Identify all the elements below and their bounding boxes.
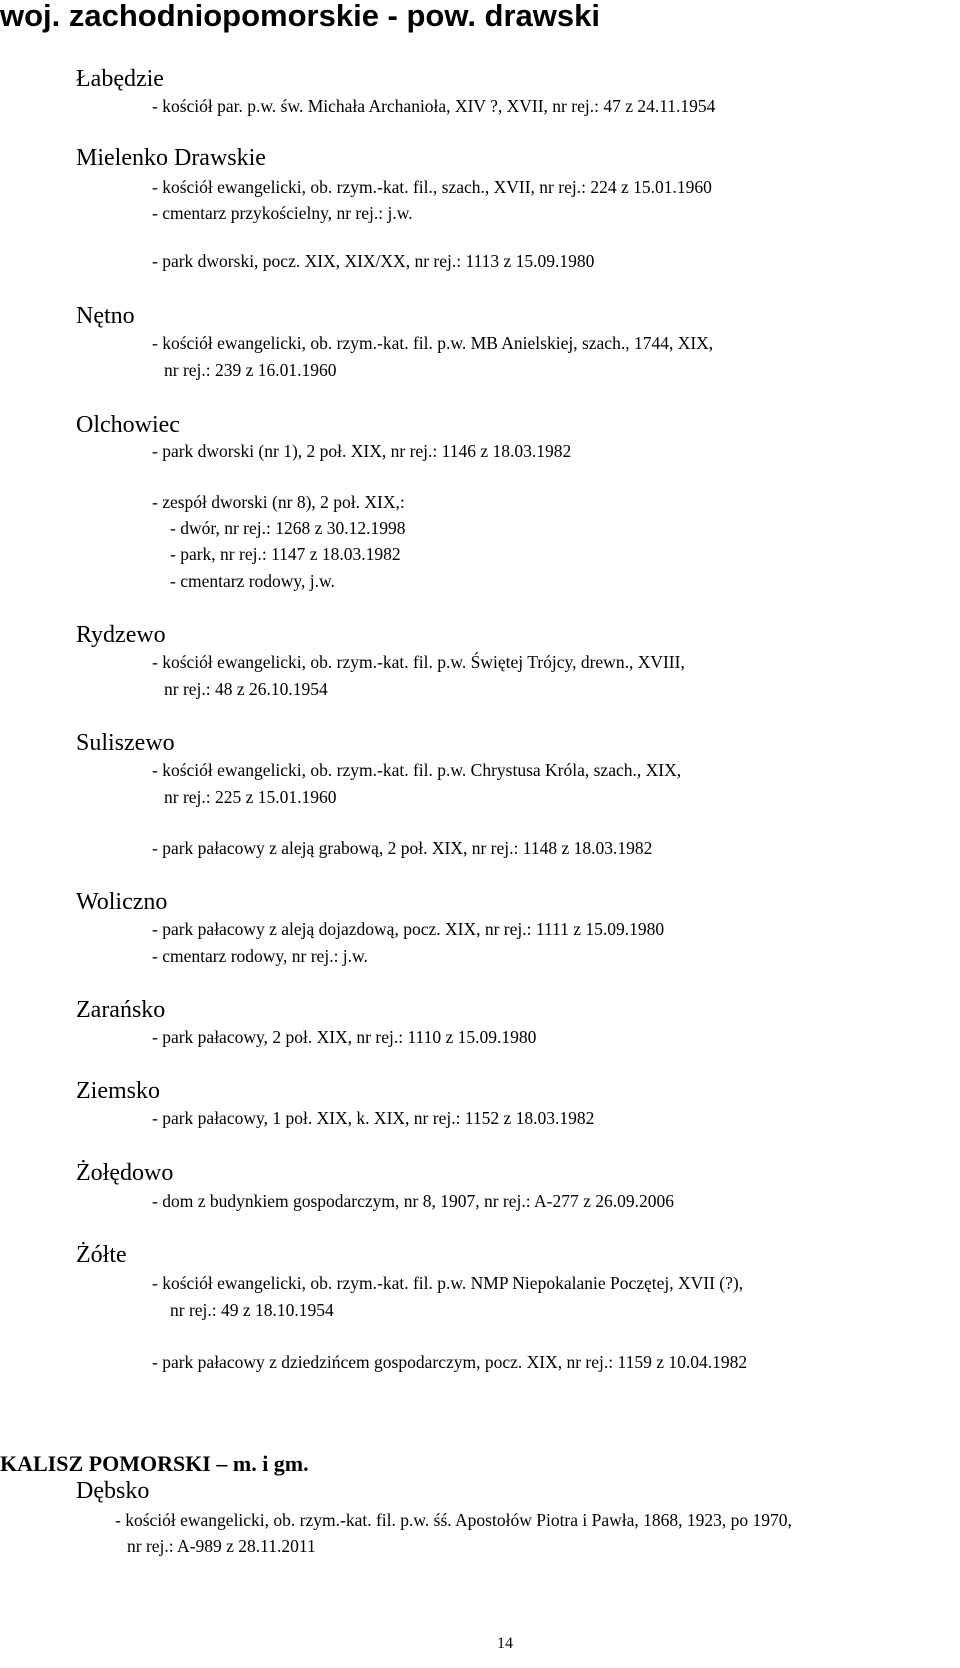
- page-title: woj. zachodniopomorskie - pow. drawski: [0, 0, 600, 33]
- entry-line: - cmentarz przykościelny, nr rej.: j.w.: [152, 203, 413, 223]
- entry-line: - kościół par. p.w. św. Michała Archanioła, XIV ?, XVII, nr rej.: 47 z 24.11.1954: [152, 96, 716, 116]
- entry-line: - park pałacowy, 2 poł. XIX, nr rej.: 1110 z 15.09.1980: [152, 1027, 537, 1047]
- entry-line: - kościół ewangelicki, ob. rzym.-kat. fil., szach., XVII, nr rej.: 224 z 15.01.1960: [152, 177, 712, 197]
- section-title: KALISZ POMORSKI – m. i gm.: [0, 1451, 309, 1476]
- entry-line: - zespół dworski (nr 8), 2 poł. XIX,:: [152, 492, 405, 512]
- place-heading: Żółte: [76, 1242, 127, 1268]
- entry-line: - park pałacowy z dziedzińcem gospodarczym, pocz. XIX, nr rej.: 1159 z 10.04.1982: [152, 1352, 748, 1372]
- place-heading: Nętno: [76, 303, 135, 329]
- place-heading: Suliszewo: [76, 730, 175, 756]
- page-number: 14: [497, 1635, 513, 1652]
- entry-line: nr rej.: A-989 z 28.11.2011: [127, 1536, 316, 1556]
- entry-line: - kościół ewangelicki, ob. rzym.-kat. fil. p.w. NMP Niepokalanie Poczętej, XVII (?),: [152, 1273, 744, 1293]
- entry-line: - dwór, nr rej.: 1268 z 30.12.1998: [170, 518, 406, 538]
- place-heading: Żołędowo: [76, 1160, 174, 1186]
- entry-line: - cmentarz rodowy, nr rej.: j.w.: [152, 946, 368, 966]
- entry-line: - park pałacowy z aleją grabową, 2 poł. XIX, nr rej.: 1148 z 18.03.1982: [152, 838, 653, 858]
- entry-line: nr rej.: 49 z 18.10.1954: [170, 1300, 334, 1320]
- entry-line: nr rej.: 239 z 16.01.1960: [164, 360, 337, 380]
- entry-line: - park pałacowy z aleją dojazdową, pocz. XIX, nr rej.: 1111 z 15.09.1980: [152, 919, 665, 939]
- place-heading: Łabędzie: [76, 66, 164, 92]
- entry-line: - kościół ewangelicki, ob. rzym.-kat. fil. p.w. MB Anielskiej, szach., 1744, XIX,: [152, 333, 714, 353]
- entry-line: - park pałacowy, 1 poł. XIX, k. XIX, nr rej.: 1152 z 18.03.1982: [152, 1108, 595, 1128]
- entry-line: - kościół ewangelicki, ob. rzym.-kat. fil. p.w. Świętej Trójcy, drewn., XVIII,: [152, 652, 685, 672]
- entry-line: - park dworski, pocz. XIX, XIX/XX, nr rej.: 1113 z 15.09.1980: [152, 251, 595, 271]
- place-heading: Olchowiec: [76, 412, 180, 438]
- entry-line: - park dworski (nr 1), 2 poł. XIX, nr rej.: 1146 z 18.03.1982: [152, 441, 572, 461]
- entry-line: - cmentarz rodowy, j.w.: [170, 571, 335, 591]
- entry-line: nr rej.: 225 z 15.01.1960: [164, 787, 337, 807]
- entry-line: - dom z budynkiem gospodarczym, nr 8, 1907, nr rej.: A-277 z 26.09.2006: [152, 1191, 674, 1211]
- place-heading: Dębsko: [76, 1478, 150, 1504]
- entry-line: nr rej.: 48 z 26.10.1954: [164, 679, 328, 699]
- place-heading: Ziemsko: [76, 1078, 160, 1104]
- entry-line: - park, nr rej.: 1147 z 18.03.1982: [170, 544, 401, 564]
- place-heading: Woliczno: [76, 889, 168, 915]
- place-heading: Mielenko Drawskie: [76, 145, 266, 171]
- entry-line: - kościół ewangelicki, ob. rzym.-kat. fil. p.w. Chrystusa Króla, szach., XIX,: [152, 760, 682, 780]
- place-heading: Rydzewo: [76, 622, 166, 648]
- place-heading: Zarańsko: [76, 997, 166, 1023]
- entry-line: - kościół ewangelicki, ob. rzym.-kat. fil. p.w. śś. Apostołów Piotra i Pawła, 1868, 1923, po 1970,: [115, 1510, 792, 1530]
